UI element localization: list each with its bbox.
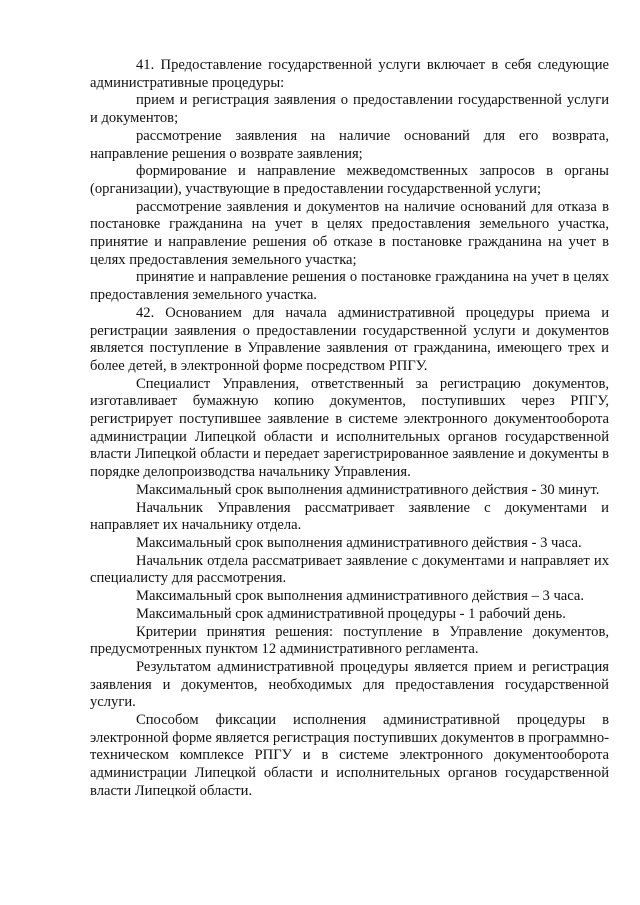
paragraph-item-return: рассмотрение заявления на наличие оснований для его возврата, направление решения о возврате заявления; (90, 127, 609, 162)
paragraph-head-of-department: Начальник Управления рассматривает заявление с документами и направляет их начальнику отдела. (90, 499, 609, 534)
paragraph-term-30-min: Максимальный срок выполнения административного действия - 30 минут. (136, 481, 600, 498)
document-page (90, 57, 609, 801)
paragraph-result: Результатом административной процедуры является прием и регистрация заявления и документов, необходимых для предоставления государственной услуги. (90, 658, 609, 711)
paragraph-item-reception: прием и регистрация заявления о предоставлении государственной услуги и документов; (90, 92, 609, 127)
paragraph-specialist: Специалист Управления, ответственный за регистрацию документов, изготавливает бумажную копию документов, поступивших через РПГУ, регистрирует поступившее заявление в системе электронного документооборота администрации Липецкой области и исполнительных органов государственной власти Липецкой области и передает зарегистрированное заявление и документы в порядке делопроизводства начальнику Управления. (90, 375, 609, 481)
paragraph-fixation: Способом фиксации исполнения административной процедуры в электронной форме является регистрация поступивших документов в программно-техническом комплексе РПГУ и в системе электронного документооборота администрации Липецкой области и исполнительных органов государственной власти Липецкой области. (90, 712, 609, 799)
paragraph-term-3-hours-a: Максимальный срок выполнения административного действия - 3 часа. (136, 534, 582, 551)
paragraph-term-3-hours-b: Максимальный срок выполнения административного действия – 3 часа. (136, 588, 585, 605)
paragraph-criteria: Критерии принятия решения: поступление в Управление документов, предусмотренных пунктом 12 административного регламента. (90, 623, 609, 658)
paragraph-item-registration: принятие и направление решения о постановке гражданина на учет в целях предоставления земельного участка. (90, 269, 609, 304)
paragraph-42-basis: 42. Основанием для начала административной процедуры приема и регистрации заявления о предоставлении государственной услуги и документов является поступление в Управление заявления от гражданина, имеющего трех и более детей, в электронной форме посредством РПГУ. (90, 304, 609, 374)
paragraph-head-of-division: Начальник отдела рассматривает заявление с документами и направляет их специалисту для рассмотрения. (90, 552, 609, 587)
paragraph-41-intro: 41. Предоставление государственной услуги включает в себя следующие административные процедуры: (90, 57, 609, 91)
paragraph-item-requests: формирование и направление межведомственных запросов в органы (организации), участвующие в предоставлении государственной услуги; (90, 163, 609, 197)
paragraph-term-procedure: Максимальный срок административной процедуры - 1 рабочий день. (136, 605, 566, 622)
paragraph-item-refusal: рассмотрение заявления и документов на наличие оснований для отказа в постановке гражданина на учет в целях предоставления земельного участка, принятие и направление решения об отказе в постановке гражданина на учет в целях предоставления земельного участка; (90, 198, 609, 268)
